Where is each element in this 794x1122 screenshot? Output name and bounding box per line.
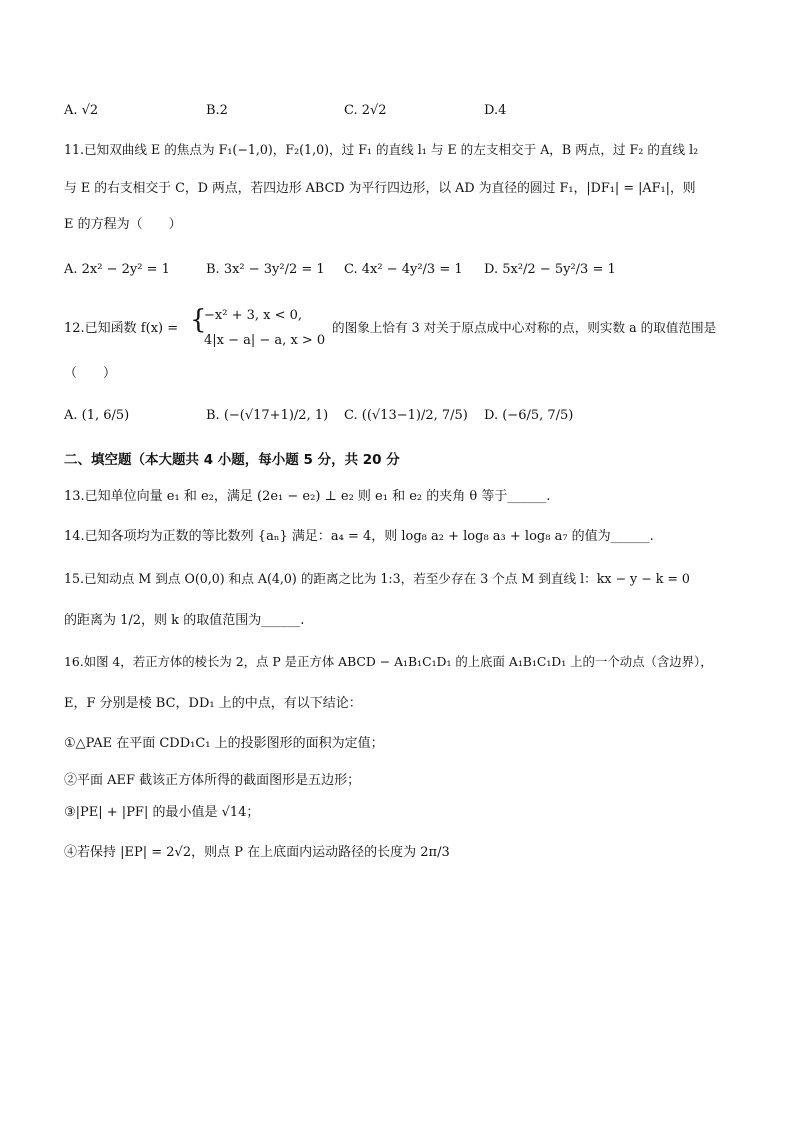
q16-conclusion-3: ③|PE| + |PF| 的最小值是 √14； bbox=[64, 805, 260, 820]
q16-conclusion-2: ②平面 AEF 截该正方体所得的截面图形是五边形； bbox=[64, 773, 361, 788]
q12-option-d: D. (−6/5, 7/5) bbox=[484, 408, 574, 423]
section-heading: 二、填空题（本大题共 4 小题，每小题 5 分，共 20 分 bbox=[64, 452, 400, 468]
q12-prefix: 12.已知函数 f(x) = bbox=[64, 321, 179, 336]
q15-line-1: 15.已知动点 M 到点 O(0,0) 和点 A(4,0) 的距离之比为 1:3，若至少存在 3 个点 M 到直线 l：kx − y − k = 0 bbox=[64, 571, 690, 586]
q13: 13.已知单位向量 e₁ 和 e₂，满足 (2e₁ − e₂) ⊥ e₂ 则 e₁ 和 e₂ 的夹角 θ 等于______. bbox=[64, 489, 551, 504]
q11-option-a: A. 2x² − 2y² = 1 bbox=[64, 262, 170, 277]
q11-option-b: B. 3x² − 3y²/2 = 1 bbox=[206, 262, 325, 277]
q12-option-b: B. (−(√17+1)/2, 1) bbox=[206, 408, 329, 423]
q10-option-d: D.4 bbox=[484, 103, 507, 118]
q10-option-a: A. √2 bbox=[64, 103, 99, 118]
q15-line-2: 的距离为 1/2，则 k 的取值范围为______. bbox=[64, 613, 305, 628]
q11-option-c: C. 4x² − 4y²/3 = 1 bbox=[344, 262, 463, 277]
q12-brace: { bbox=[190, 305, 207, 335]
q10-option-c: C. 2√2 bbox=[344, 103, 387, 118]
q10-option-b: B.2 bbox=[206, 103, 228, 118]
q16-conclusion-4: ④若保持 |EP| = 2√2，则点 P 在上底面内运动路径的长度为 2π/3 bbox=[64, 845, 450, 860]
q11-option-d: D. 5x²/2 − 5y²/3 = 1 bbox=[484, 262, 616, 277]
q11-line-2: 与 E 的右支相交于 C，D 两点，若四边形 ABCD 为平行四边形，以 AD 为直径的圆过 F₁，|DF₁| = |AF₁|，则 bbox=[64, 181, 696, 196]
q11-line-3: E 的方程为（ ） bbox=[64, 217, 182, 232]
q12-suffix: 的图象上恰有 3 对关于原点成中心对称的点，则实数 a 的取值范围是 bbox=[332, 320, 717, 335]
q16-line-1: 16.如图 4，若正方体的棱长为 2，点 P 是正方体 ABCD − A₁B₁C₁D₁ 的上底面 A₁B₁C₁D₁ 上的一个动点（含边界）， bbox=[64, 654, 713, 669]
q11-line-1: 11.已知双曲线 E 的焦点为 F₁(−1,0)，F₂(1,0)，过 F₁ 的直线 l₁ 与 E 的左支相交于 A，B 两点，过 F₂ 的直线 l₂ bbox=[64, 142, 699, 157]
q12-case-1: −x² + 3, x < 0, bbox=[204, 308, 303, 323]
q12-option-a: A. (1, 6/5) bbox=[64, 408, 130, 423]
q14: 14.已知各项均为正数的等比数列 {aₙ} 满足：a₄ = 4，则 log₈ a₂ + log₈ a₃ + log₈ a₇ 的值为______. bbox=[64, 529, 654, 544]
q12-option-c: C. ((√13−1)/2, 7/5) bbox=[344, 408, 468, 423]
q12-line-2: （ ） bbox=[64, 366, 117, 381]
q16-conclusion-1: ①△PAE 在平面 CDD₁C₁ 上的投影图形的面积为定值； bbox=[64, 736, 384, 751]
q12-case-2: 4|x − a| − a, x > 0 bbox=[204, 333, 326, 348]
q16-line-2: E，F 分别是棱 BC，DD₁ 上的中点，有以下结论： bbox=[64, 696, 362, 711]
